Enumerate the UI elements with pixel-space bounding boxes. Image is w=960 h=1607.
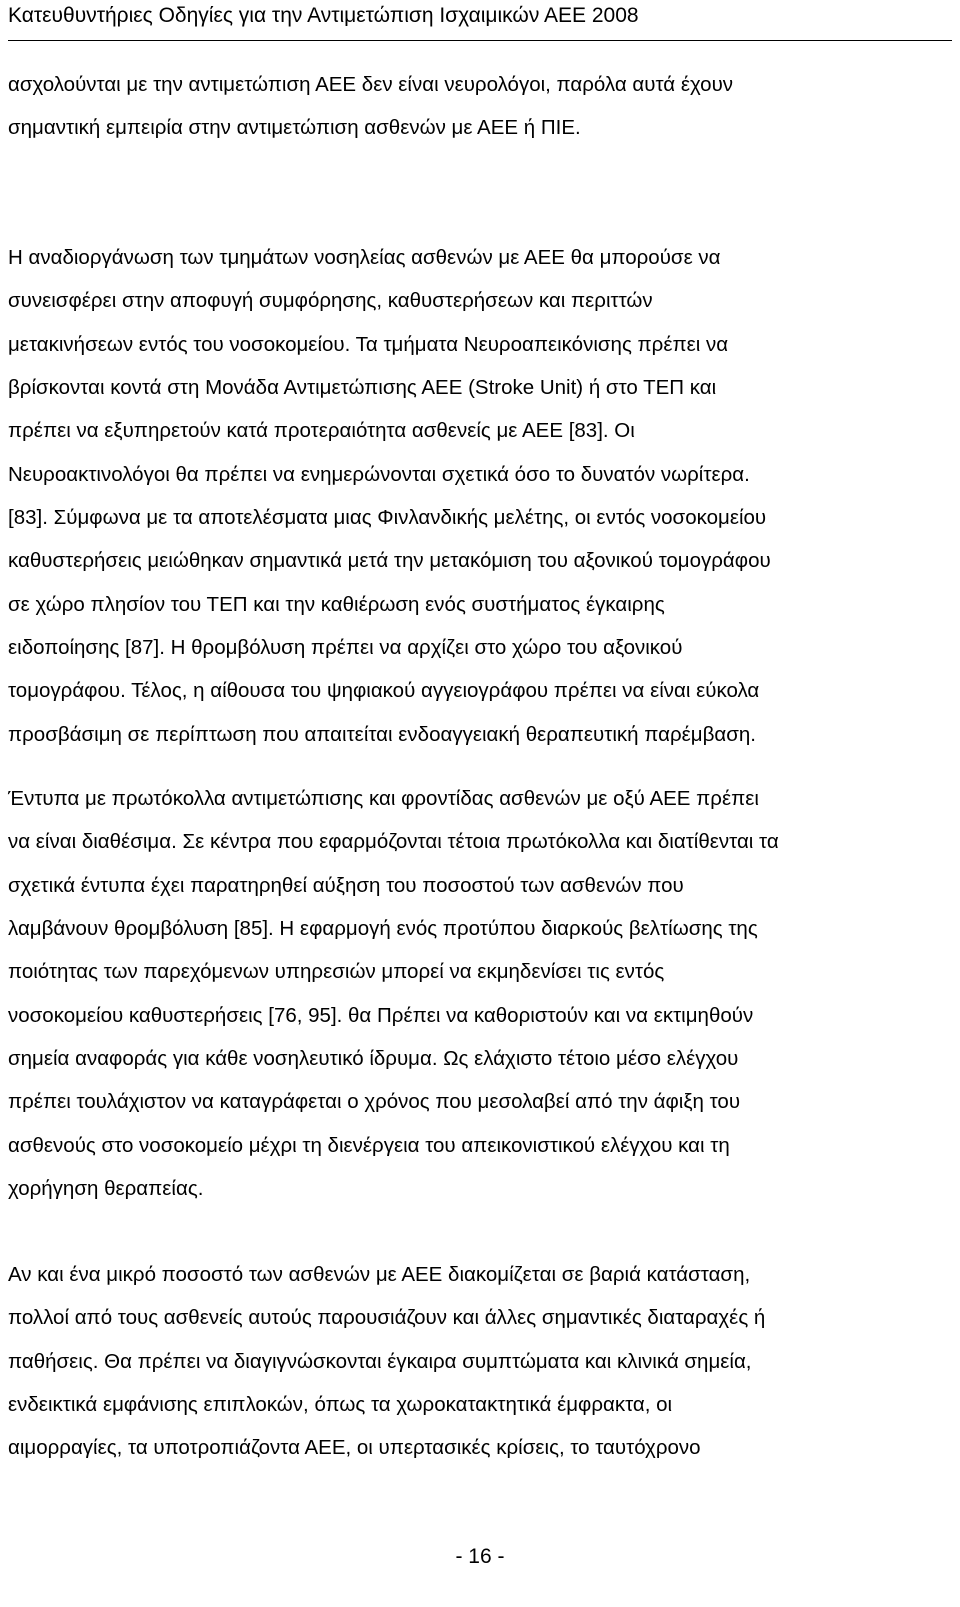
text-line: βρίσκονται κοντά στη Μονάδα Αντιμετώπισης ΑΕΕ (Stroke Unit) ή στο ΤΕΠ και <box>8 376 717 400</box>
text-line: χορήγηση θεραπείας. <box>8 1177 204 1201</box>
text-line: σε χώρο πλησίον του ΤΕΠ και την καθιέρωση ενός συστήματος έγκαιρης <box>8 592 665 616</box>
text-line: καθυστερήσεις μειώθηκαν σημαντικά μετά την μετακόμιση του αξονικού τομογράφου <box>8 549 771 573</box>
text-line: να είναι διαθέσιμα. Σε κέντρα που εφαρμόζονται τέτοια πρωτόκολλα και διατίθενται τα <box>8 830 779 854</box>
text-line: παθήσεις. Θα πρέπει να διαγιγνώσκονται έγκαιρα συμπτώματα και κλινικά σημεία, <box>8 1349 752 1373</box>
text-line: σημεία αναφοράς για κάθε νοσηλευτικό ίδρυμα. Ως ελάχιστο τέτοιο μέσο ελέγχου <box>8 1047 739 1071</box>
text-line: [83]. Σύμφωνα με τα αποτελέσματα μιας Φινλανδικής μελέτης, οι εντός νοσοκομείου <box>8 506 767 530</box>
text-line: πολλοί από τους ασθενείς αυτούς παρουσιάζουν και άλλες σημαντικές διαταραχές ή <box>8 1306 766 1330</box>
paragraph-2 <box>8 236 952 756</box>
text-line: πρέπει τουλάχιστον να καταγράφεται ο χρόνος που μεσολαβεί από την άφιξη του <box>8 1090 741 1114</box>
text-line: σχετικά έντυπα έχει παρατηρηθεί αύξηση του ποσοστού των ασθενών που <box>8 873 684 897</box>
text-line: πρέπει να εξυπηρετούν κατά προτεραιότητα ασθενείς με ΑΕΕ [83]. Οι <box>8 419 635 443</box>
text-line: τομογράφου. Τέλος, η αίθουσα του ψηφιακού αγγειογράφου πρέπει να είναι εύκολα <box>8 679 760 703</box>
text-line: Η αναδιοργάνωση των τμημάτων νοσηλείας ασθενών με ΑΕΕ θα μπορούσε να <box>8 246 721 269</box>
text-line: προσβάσιμη σε περίπτωση που απαιτείται ενδοαγγειακή θεραπευτική παρέμβαση. <box>8 722 756 746</box>
page-number: - 16 - <box>455 1545 505 1568</box>
text-line: νοσοκομείου καθυστερήσεις [76, 95]. θα Πρέπει να καθοριστούν και να εκτιμηθούν <box>8 1003 754 1027</box>
text-line: ενδεικτικά εμφάνισης επιπλοκών, όπως τα χωροκατακτητικά έμφρακτα, οι <box>8 1393 673 1417</box>
paragraph-3 <box>8 777 952 1210</box>
header-rule <box>8 40 952 41</box>
text-line: αιμορραγίες, τα υποτροπιάζοντα ΑΕΕ, οι υπερτασικές κρίσεις, το ταυτόχρονο <box>8 1436 701 1460</box>
text-line: ποιότητας των παρεχόμενων υπηρεσιών μπορεί να εκμηδενίσει τις εντός <box>8 960 665 984</box>
text-line: ειδοποίησης [87]. Η θρομβόλυση πρέπει να αρχίζει στο χώρο του αξονικού <box>8 636 683 660</box>
text-line: Νευροακτινολόγοι θα πρέπει να ενημερώνονται σχετικά όσο το δυνατόν νωρίτερα. <box>8 462 750 486</box>
text-line: συνεισφέρει στην αποφυγή συμφόρησης, καθυστερήσεων και περιττών <box>8 289 653 313</box>
text-line: Έντυπα με πρωτόκολλα αντιμετώπισης και φροντίδας ασθενών με οξύ ΑΕΕ πρέπει <box>8 787 759 810</box>
running-header: Κατευθυντήριες Οδηγίες για την Αντιμετώπιση Ισχαιμικών ΑΕΕ 2008 <box>8 4 639 27</box>
text-line: μετακινήσεων εντός του νοσοκομείου. Τα τμήματα Νευροαπεικόνισης πρέπει να <box>8 332 729 356</box>
paragraph-1 <box>8 63 952 150</box>
paragraph-4 <box>8 1253 952 1470</box>
text-line: σημαντική εμπειρία στην αντιμετώπιση ασθενών με ΑΕΕ ή ΠΙΕ. <box>8 116 581 140</box>
text-line: Αν και ένα μικρό ποσοστό των ασθενών με ΑΕΕ διακομίζεται σε βαριά κατάσταση, <box>8 1263 751 1286</box>
text-line: ασθενούς στο νοσοκομείο μέχρι τη διενέργεια του απεικονιστικού ελέγχου και τη <box>8 1133 730 1157</box>
text-line: ασχολούνται με την αντιμετώπιση ΑΕΕ δεν είναι νευρολόγοι, παρόλα αυτά έχουν <box>8 73 734 96</box>
text-line: λαμβάνουν θρομβόλυση [85]. Η εφαρμογή ενός προτύπου διαρκούς βελτίωσης της <box>8 917 758 941</box>
